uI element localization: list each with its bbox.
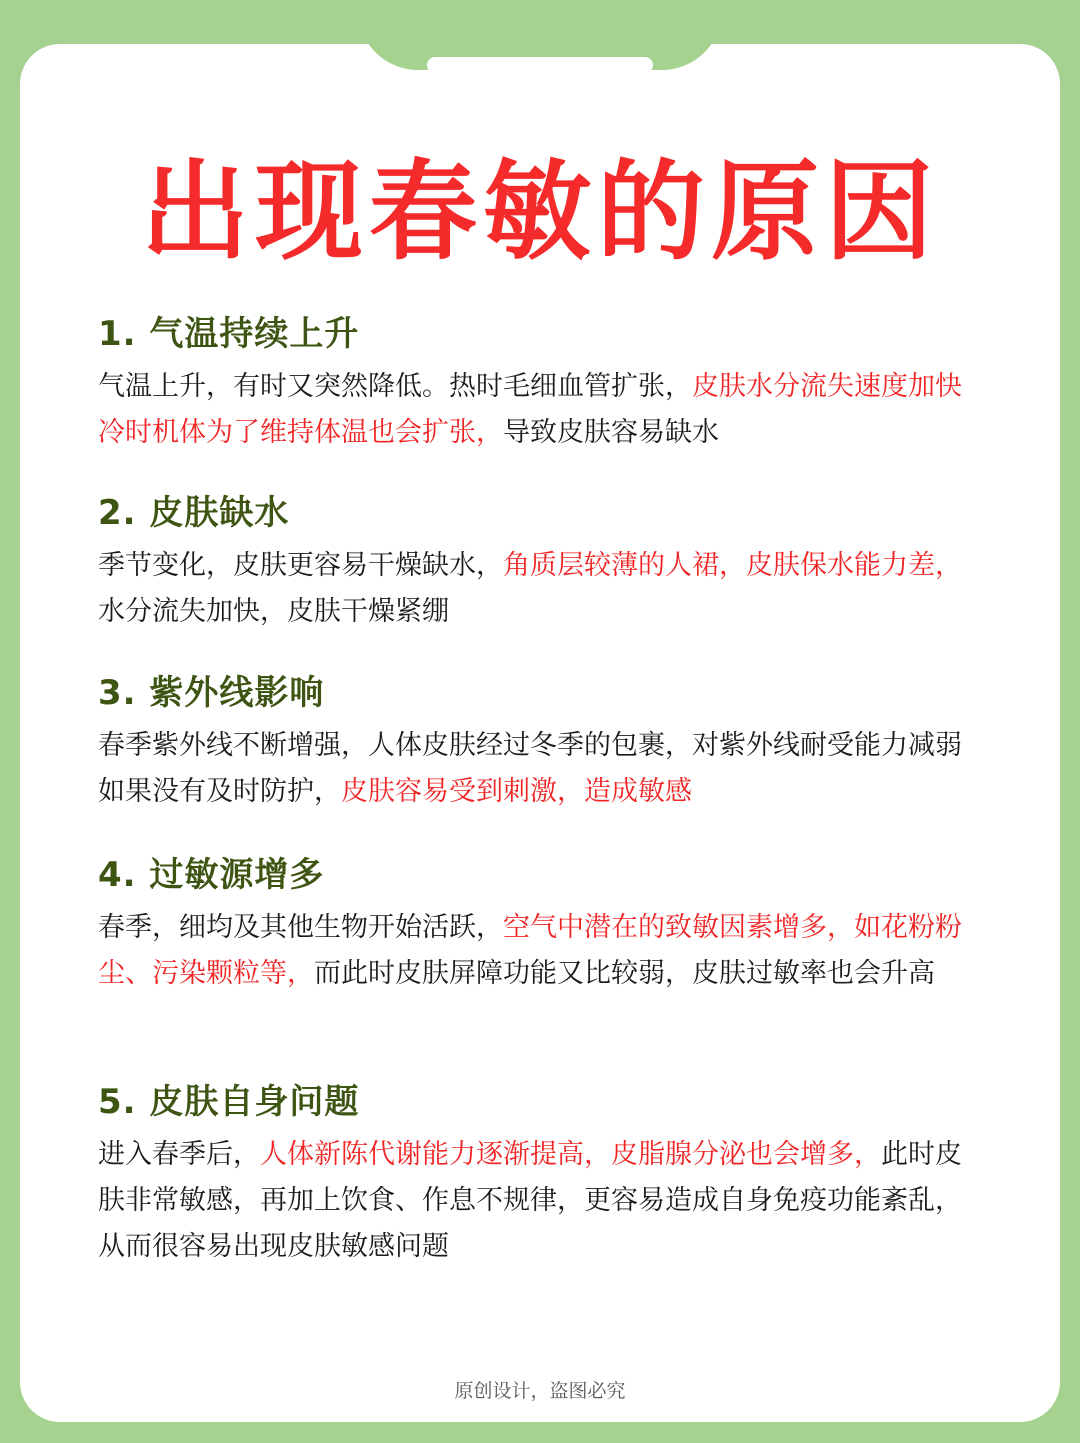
notch-pill [427,57,653,73]
footer-note: 原创设计，盗图必究 [454,1380,626,1402]
body-text: 春季紫外线不断增强，人体皮肤经过冬季的包裹，对紫外线耐受能力减弱如果没有及时防护， [98,730,962,807]
highlight-text: 角质层较薄的人裙，皮肤保水能力差， [503,550,962,581]
highlight-text: 皮肤水分流失速度加快冷时机体为了维持体温也会扩张， [98,371,962,448]
section-5 [98,1080,978,1270]
highlight-text: 空气中潜在的致敏因素增多，如花粉粉尘、污染颗粒等， [98,912,962,989]
body-text: 气温上升，有时又突然降低。热时毛细血管扩张， [98,371,692,402]
body-text: 春季，细均及其他生物开始活跃， [98,912,503,943]
highlight-text: 皮肤容易受到刺激，造成敏感 [341,776,692,807]
section-1 [98,312,978,456]
section-body [98,1132,978,1270]
section-heading: 2. 皮肤缺水 [98,493,290,533]
section-body [98,905,978,997]
body-text: 此时皮肤非常敏感，再加上饮食、作息不规律，更容易造成自身免疫功能紊乱，从而很容易出现皮肤敏感问题 [98,1139,962,1262]
body-text: 季节变化，皮肤更容易干燥缺水， [98,550,503,581]
page-title: 出现春敏的原因 [140,150,939,275]
section-heading: 4. 过敏源增多 [98,855,325,895]
section-heading: 5. 皮肤自身问题 [98,1082,360,1122]
section-4 [98,853,978,997]
section-heading: 1. 气温持续上升 [98,314,360,354]
section-3 [98,671,978,815]
section-2 [98,491,978,635]
highlight-text: 人体新陈代谢能力逐渐提高，皮脂腺分泌也会增多， [260,1139,881,1170]
body-text: 进入春季后， [98,1139,260,1170]
section-body [98,723,978,815]
body-text: 而此时皮肤屏障功能又比较弱，皮肤过敏率也会升高 [314,958,935,989]
section-body [98,364,978,456]
body-text: 水分流失加快，皮肤干燥紧绷 [98,596,449,627]
body-text: 导致皮肤容易缺水 [503,417,719,448]
section-body [98,543,978,635]
section-heading: 3. 紫外线影响 [98,673,325,713]
